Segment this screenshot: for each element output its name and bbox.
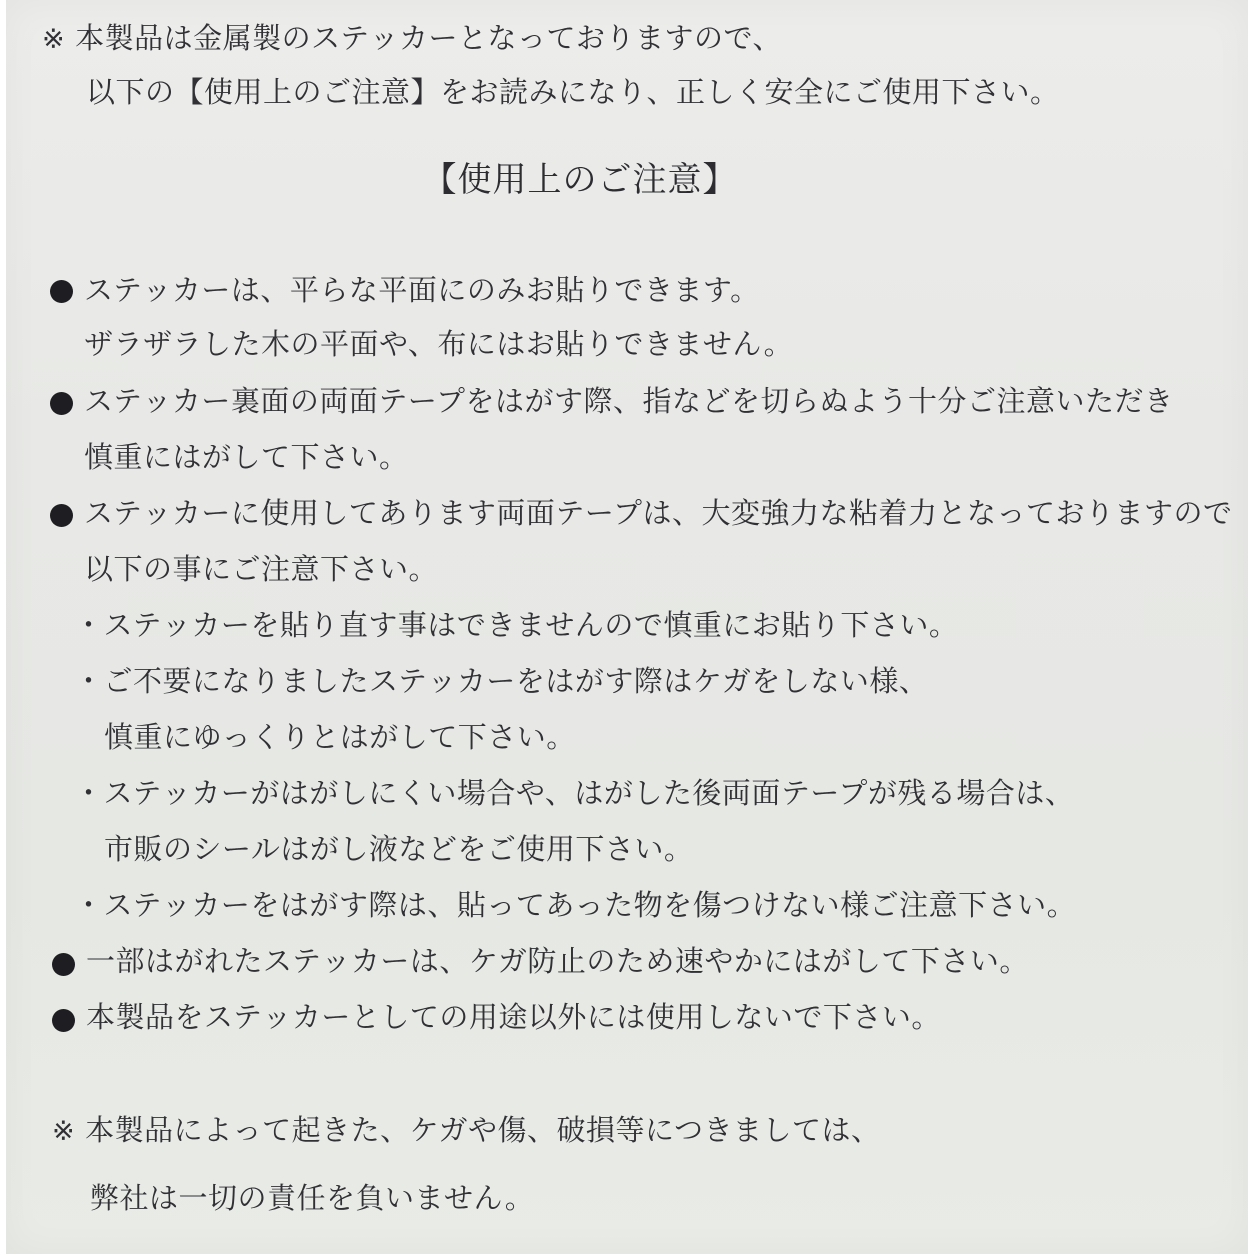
sub-item-2-line-2: 慎重にゆっくりとはがして下さい。	[104, 720, 576, 754]
bullet-icon	[50, 280, 73, 303]
bullet-icon	[52, 1009, 75, 1032]
sub-item-3	[74, 773, 1074, 813]
sub-item-4	[74, 885, 1076, 925]
sub-item-4-text: ステッカーをはがす際は、貼ってあった物を傷つけない様ご注意下さい。	[103, 888, 1077, 922]
page-title: 【使用上のご注意】	[422, 160, 738, 200]
sub-item-1-text: ステッカーを貼り直す事はできませんので慎重にお貼り下さい。	[103, 608, 959, 642]
sub-item-dot: ・	[74, 776, 104, 810]
bullet-icon	[52, 953, 75, 976]
bullet-3-line-1: ステッカーに使用してあります両面テープは、大変強力な粘着力となっておりますので	[84, 496, 1233, 530]
notice-sheet	[6, 0, 1248, 1254]
bullet-2-line-2: 慎重にはがして下さい。	[84, 440, 409, 474]
sub-item-1	[74, 605, 958, 645]
sub-item-2-text: ご不要になりましたステッカーをはがす際はケガをしない様、	[103, 664, 929, 698]
bullet-icon	[50, 392, 73, 415]
bullet-1-line-1: ステッカーは、平らな平面にのみお貼りできます。	[84, 273, 760, 307]
intro-text-1: 本製品は金属製のステッカーとなっておりますので、	[75, 21, 782, 55]
sub-item-3-text: ステッカーがはがしにくい場合や、はがした後両面テープが残る場合は、	[103, 776, 1075, 810]
sub-item-2	[74, 661, 928, 701]
sub-item-dot: ・	[74, 664, 104, 698]
bullet-3-line-2: 以下の事にご注意下さい。	[84, 552, 439, 586]
intro-line-2: 以下の【使用上のご注意】をお読みになり、正しく安全にご使用下さい。	[86, 75, 1060, 109]
footer-line-2: 弊社は一切の責任を負いません。	[90, 1181, 535, 1215]
bullet-1-line-2: ザラザラした木の平面や、布にはお貼りできません。	[84, 327, 794, 361]
footer-line-1	[52, 1110, 880, 1152]
intro-line-1	[42, 18, 782, 60]
footer-text-1: 本製品によって起きた、ケガや傷、破損等につきましては、	[85, 1113, 881, 1147]
bullet-icon	[50, 504, 73, 527]
bullet-4-line-1: 一部はがれたステッカーは、ケガ防止のため速やかにはがして下さい。	[86, 944, 1029, 978]
sub-item-dot: ・	[74, 608, 104, 642]
reference-mark: ※	[52, 1116, 76, 1147]
bullet-2-line-1: ステッカー裏面の両面テープをはがす際、指などを切らぬよう十分ご注意いただき	[84, 384, 1174, 418]
sub-item-dot: ・	[74, 888, 104, 922]
reference-mark: ※	[42, 24, 66, 55]
sub-item-3-line-2: 市販のシールはがし液などをご使用下さい。	[104, 832, 694, 866]
bullet-5-line-1: 本製品をステッカーとしての用途以外には使用しないで下さい。	[86, 1000, 941, 1034]
